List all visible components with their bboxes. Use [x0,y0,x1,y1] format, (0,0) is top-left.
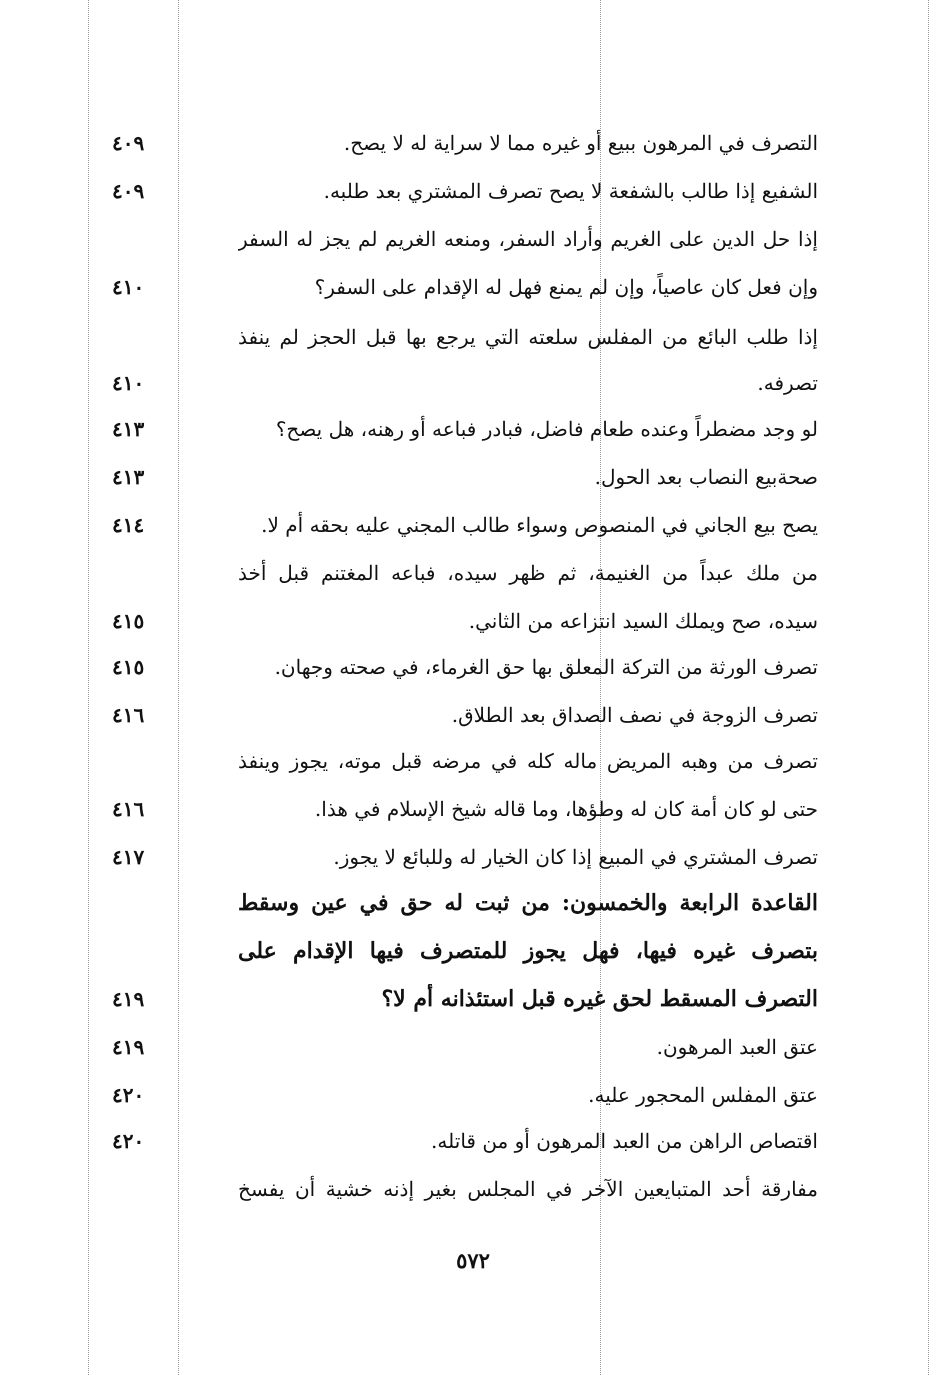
index-entry [100,1080,818,1128]
index-entry [100,322,818,370]
entry-text: عتق العبد المرهون. [656,1035,818,1059]
index-entry [100,224,818,272]
entry-page-number: ٤١٠ [112,275,145,299]
entry-text: إذا حل الدين على الغريم وأراد السفر، ومنعه الغريم لم يجز له السفر [238,227,818,251]
page-number: ٥٧٢ [456,1248,490,1273]
index-entry [100,510,818,558]
entry-text: بتصرف غيره فيها، فهل يجوز للمتصرف فيها الإقدام على [238,938,818,964]
index-entry [100,700,818,748]
entry-page-number: ٤١٠ [112,371,145,395]
entry-text: حتى لو كان أمة كان له وطؤها، وما قاله شيخ الإسلام في هذا. [314,797,818,821]
entry-text: مفارقة أحد المتبايعين الآخر في المجلس بغير إذنه خشية أن يفسخ [238,1177,818,1201]
entry-page-number: ٤١٦ [112,797,145,821]
entry-text: سيده، صح ويملك السيد انتزاعه من الثاني. [468,609,818,633]
entry-page-number: ٤٢٠ [112,1129,145,1153]
index-entry [100,746,818,794]
index-entry [100,462,818,510]
entry-text: لو وجد مضطراً وعنده طعام فاضل، فبادر فباعه أو رهنه، هل يصح؟ [275,417,818,441]
entry-page-number: ٤١٥ [112,655,145,679]
entry-text: التصرف المسقط لحق غيره قبل استئذانه أم لا؟ [381,986,818,1012]
index-entry [100,794,818,842]
index-entry [100,128,818,176]
entry-text: تصرف الزوجة في نصف الصداق بعد الطلاق. [451,703,818,727]
entry-page-number: ٤١٩ [112,1035,145,1059]
entry-text: صحةبيع النصاب بعد الحول. [594,465,818,489]
entry-text: وإن فعل كان عاصياً، وإن لم يمنع فهل له الإقدام على السفر؟ [314,275,818,299]
entry-page-number: ٤١٦ [112,703,145,727]
index-entry [100,842,818,890]
entry-text: تصرفه. [757,371,818,395]
entry-text: التصرف في المرهون ببيع أو غيره مما لا سراية له لا يصح. [343,131,818,155]
entry-page-number: ٤٠٩ [112,179,145,203]
index-entry [100,176,818,224]
entry-text: تصرف من وهبه المريض ماله كله في مرضه قبل موته، يجوز وينفذ [238,749,818,773]
index-entry-heading [100,984,818,1032]
index-entry [100,414,818,462]
entry-page-number: ٤١٣ [112,417,145,441]
index-entry [100,606,818,654]
entry-text: تصرف الورثة من التركة المعلق بها حق الغرماء، في صحته وجهان. [274,655,818,679]
index-entry [100,1174,818,1222]
entry-page-number: ٤١٥ [112,609,145,633]
index-entry [100,272,818,320]
entry-page-number: ٤١٧ [112,845,145,869]
entry-page-number: ٤١٩ [112,987,145,1011]
entry-text: القاعدة الرابعة والخمسون: من ثبت له حق في عين وسقط [238,890,818,916]
entry-text: من ملك عبداً من الغنيمة، ثم ظهر سيده، فباعه المغتنم قبل أخذ [238,561,818,585]
entry-page-number: ٤٢٠ [112,1083,145,1107]
index-entry-heading [100,936,818,984]
entry-text: إذا طلب البائع من المفلس سلعته التي يرجع بها قبل الحجز لم ينفذ [238,325,818,349]
entry-text: عتق المفلس المحجور عليه. [588,1083,818,1107]
entry-page-number: ٤١٤ [112,513,145,537]
index-entry [100,1032,818,1080]
index-entry-heading [100,888,818,936]
index-entry [100,558,818,606]
entry-text: يصح بيع الجاني في المنصوص وسواء طالب المجني عليه بحقه أم لا. [261,513,818,537]
index-entry [100,368,818,416]
entry-page-number: ٤١٣ [112,465,145,489]
entry-text: تصرف المشتري في المبيع إذا كان الخيار له وللبائع لا يجوز. [333,845,818,869]
index-entry [100,1126,818,1174]
entry-page-number: ٤٠٩ [112,131,145,155]
entry-text: الشفيع إذا طالب بالشفعة لا يصح تصرف المشتري بعد طلبه. [323,179,818,203]
entry-text: اقتصاص الراهن من العبد المرهون أو من قاتله. [431,1129,818,1153]
index-entry [100,652,818,700]
